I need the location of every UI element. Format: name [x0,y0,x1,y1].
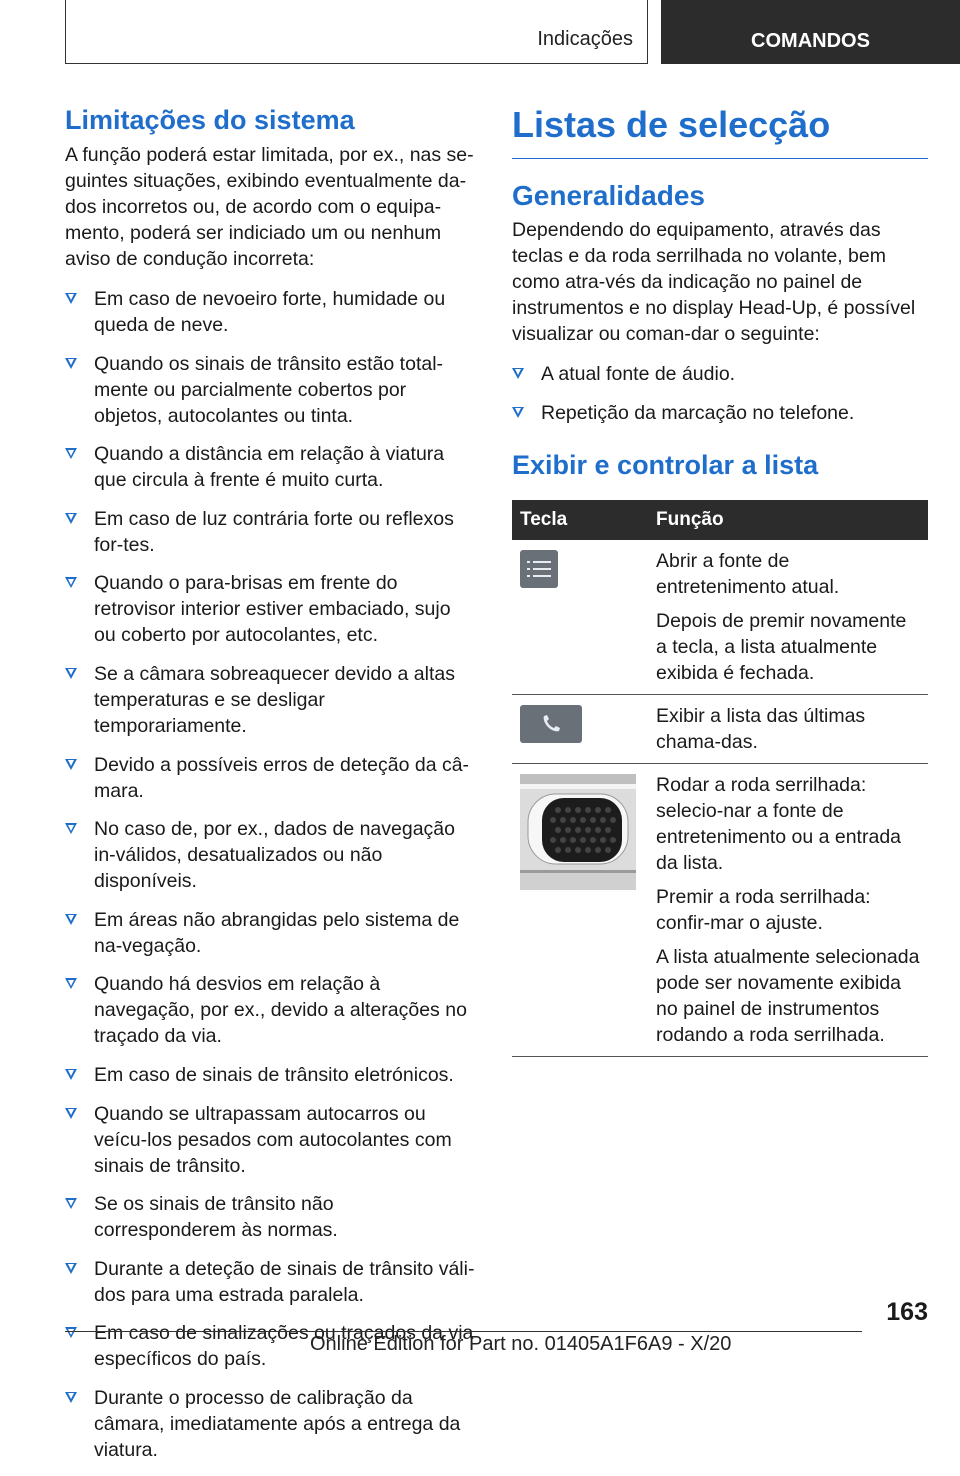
table-cell-function [648,763,928,1056]
list-item [65,1191,477,1243]
triangle-bullet-icon [65,513,77,524]
section-title-limitations: Limitações do sistema [65,105,355,135]
triangle-bullet-icon [65,823,77,834]
triangle-bullet-icon [65,1198,77,1209]
general-text: Dependendo do equipamento, através das teclas e da roda serrilhada no volante, bem como atra-vés da indicação no painel de instrumentos e no display Head-Up, é possível visualizar ou coman-dar o seguinte: [512,219,916,345]
triangle-bullet-icon [65,1069,77,1080]
triangle-bullet-icon [512,368,524,379]
list-item [512,361,928,387]
list-item-text: Em caso de nevoeiro forte, humidade ou queda de neve. [94,288,446,336]
triangle-bullet-icon [65,293,77,304]
header-chapter-tab [661,0,960,64]
list-item [512,400,928,426]
list-item-text: Em caso de luz contrária forte ou reflexos for-tes. [94,507,454,556]
list-item [65,351,477,429]
triangle-bullet-icon [65,978,77,989]
list-item [65,1385,477,1463]
list-item [65,752,477,804]
general-list [512,361,928,426]
list-item [65,1062,477,1088]
table-row [512,694,928,763]
list-item [65,816,477,894]
left-column [65,104,477,1476]
table-header-row [512,500,928,540]
section-title-display-list: Exibir e controlar a lista [512,449,819,480]
function-line: Premir a roda serrilhada: confir-mar o ajuste. [656,885,871,934]
list-icon [520,550,558,588]
triangle-bullet-icon [65,759,77,770]
page-number: 163 [886,1298,928,1326]
section-title-general: Generalidades [512,180,705,211]
list-item [65,506,477,558]
list-item [65,907,477,959]
list-item [65,661,477,739]
triangle-bullet-icon [65,448,77,459]
limitations-list [65,286,477,1463]
list-item-text: Devido a possíveis erros de deteção da câ-mara. [94,753,470,802]
list-item [65,1256,477,1308]
triangle-bullet-icon [65,668,77,679]
list-item-text: Em caso de sinalizações ou traçados da via específicos do país. [94,1322,474,1371]
list-item [65,570,477,648]
triangle-bullet-icon [512,407,524,418]
table-cell-key [512,763,648,1056]
list-item-text: Quando há desvios em relação à navegação, por ex., devido a alterações no traçado da via. [94,973,467,1048]
list-item-text: Durante o processo de calibração da câmara, imediatamente após a entrega da viatura. [94,1386,461,1461]
list-item-text: Quando os sinais de trânsito estão total-mente ou parcialmente cobertos por objetos, autocolantes ou tinta. [94,352,444,427]
header-box [65,0,648,64]
list-item-text: Repetição da marcação no telefone. [541,401,855,424]
footer-divider [65,1331,862,1332]
list-item-text: Quando se ultrapassam autocarros ou veícu-los pesados com autocolantes com sinais de trânsito. [94,1102,452,1177]
footer-edition: Online Edition for Part no. 01405A1F6A9 - X/20 [310,1333,732,1355]
triangle-bullet-icon [65,1392,77,1403]
table-row [512,540,928,695]
header-section-title: Indicações [537,28,633,50]
list-item [65,286,477,338]
list-item-text: No caso de, por ex., dados de navegação in-válidos, desatualizados ou não disponíveis. [94,818,455,893]
list-item-text: Durante a deteção de sinais de trânsito váli-dos para uma estrada paralela. [94,1257,475,1306]
function-line: Exibir a lista das últimas chama-das. [656,704,866,753]
list-item-text: Se os sinais de trânsito não corresponderem às normas. [94,1193,338,1242]
list-item-text: Se a câmara sobreaquecer devido a altas temperaturas e se desligar temporariamente. [94,662,455,737]
table-header-key: Tecla [512,500,648,540]
triangle-bullet-icon [65,577,77,588]
list-item-text: Em áreas não abrangidas pelo sistema de na-vegação. [94,908,460,957]
list-item [65,441,477,493]
key-function-table [512,500,928,1057]
table-cell-key [512,694,648,763]
triangle-bullet-icon [65,1263,77,1274]
limitations-intro: A função poderá estar limitada, por ex., nas se-guintes situações, exibindo eventualmente da-dos incorretos ou, de acordo com o equipa-mento, poderá ser indiciado um ou nenhum aviso de condução incorreta: [65,144,474,270]
table-cell-function [648,694,928,763]
triangle-bullet-icon [65,914,77,925]
function-line: Depois de premir novamente a tecla, a lista atualmente exibida é fechada. [656,609,907,684]
thumbwheel-icon [520,774,636,890]
list-item [65,1101,477,1179]
table-cell-function [648,540,928,695]
header-chapter-title: COMANDOS [751,29,870,52]
function-line: A lista atualmente selecionada pode ser novamente exibida no painel de instrumentos rodando a roda serrilhada. [656,945,920,1046]
phone-icon [520,705,582,743]
list-item-text: A atual fonte de áudio. [541,363,736,385]
page-title: Listas de selecção [512,104,928,159]
triangle-bullet-icon [65,358,77,369]
table-header-function: Função [648,500,928,540]
right-column [512,104,928,1057]
list-item-text: Quando a distância em relação à viatura que circula à frente é muito curta. [94,443,445,492]
list-item-text: Em caso de sinais de trânsito eletrónicos. [94,1063,454,1086]
table-row [512,763,928,1056]
triangle-bullet-icon [65,1108,77,1119]
list-item [65,971,477,1049]
table-cell-key [512,540,648,695]
list-item-text: Quando o para-brisas em frente do retrovisor interior estiver embaciado, sujo ou coberto por autocolantes, etc. [94,572,451,647]
triangle-bullet-icon [65,1327,77,1338]
function-line: Abrir a fonte de entretenimento atual. [656,549,840,598]
function-line: Rodar a roda serrilhada: selecio-nar a fonte de entretenimento ou a entrada da lista. [656,773,902,874]
